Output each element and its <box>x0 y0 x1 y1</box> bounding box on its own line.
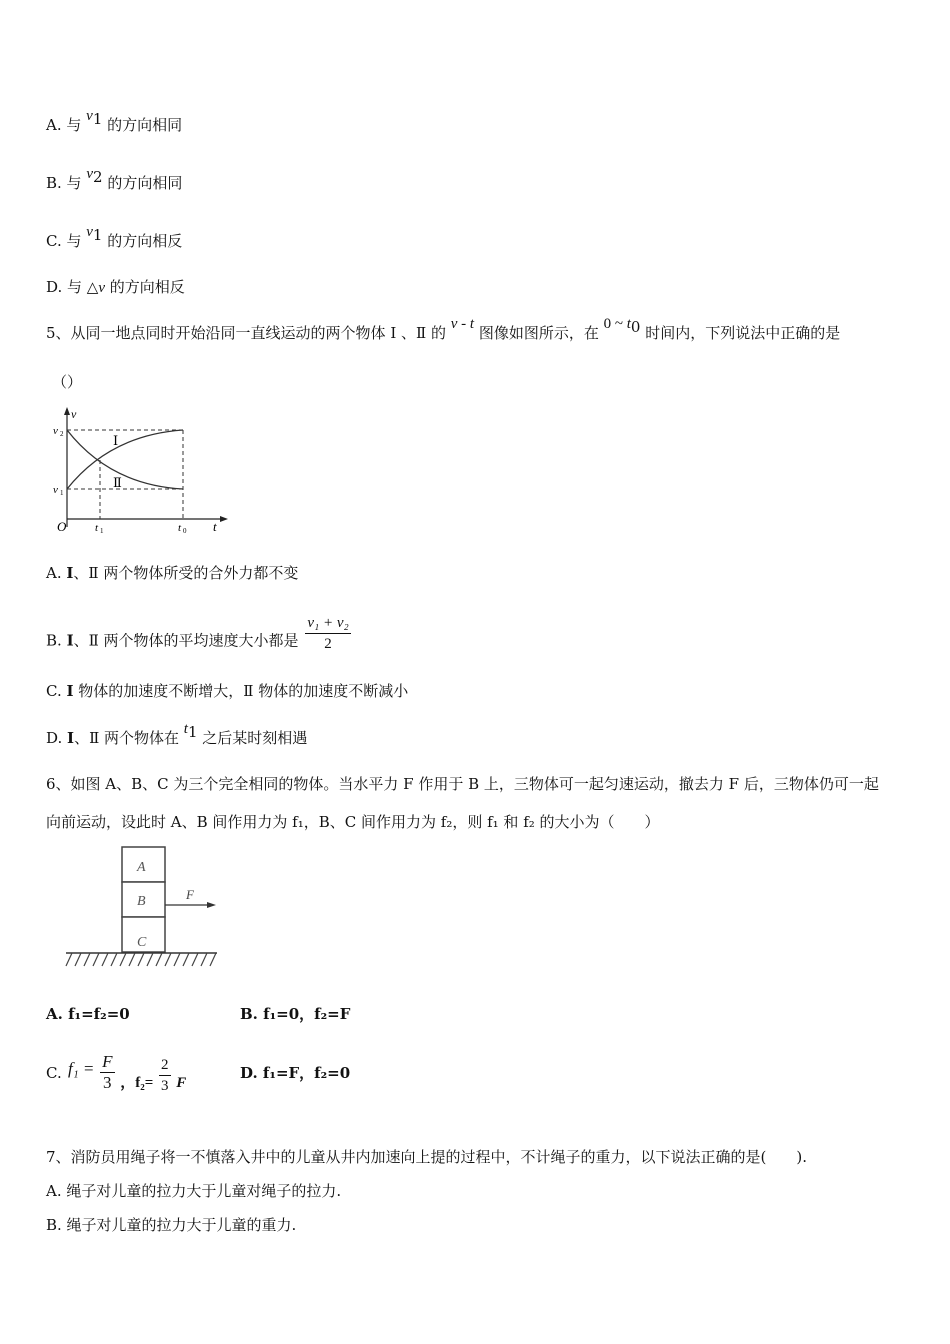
vt-symbol: v - t <box>450 316 475 332</box>
option-text: 的方向相反 <box>105 278 185 296</box>
option-label: A. 与 <box>46 116 87 134</box>
fraction-denominator: 3 <box>103 1073 112 1092</box>
stem-text: 图像如图所示，在 <box>474 324 604 342</box>
t0-subscript: 0 <box>183 527 187 535</box>
option-text: 、Ⅱ 两个物体在 <box>74 729 184 747</box>
option-label: C. <box>46 682 67 700</box>
origin-label: O <box>57 519 67 534</box>
force-arrowhead <box>207 902 216 908</box>
subscript: 2 <box>93 168 103 186</box>
subscript: 1 <box>92 110 103 128</box>
block-c-label: C <box>137 935 147 950</box>
symbol-v: v <box>86 108 93 124</box>
q5-option-c <box>46 681 408 701</box>
t1-subscript: 1 <box>100 527 104 535</box>
f1-fraction <box>100 1052 114 1093</box>
range-start: 0 ~ <box>603 316 627 332</box>
curve-ii-label: Ⅱ <box>113 475 122 490</box>
symbol-v: v <box>86 224 93 240</box>
curve-i <box>67 430 183 489</box>
q4-option-d <box>46 277 185 298</box>
option-label: A. <box>46 564 67 582</box>
fraction-denominator: 3 <box>161 1078 169 1094</box>
q6-option-b: B. f₁=0，f₂=F <box>240 1005 351 1023</box>
option-text: 物体的加速度不断增大，Ⅱ 物体的加速度不断减小 <box>73 682 409 700</box>
stem-text: 5、从同一地点同时开始沿同一直线运动的两个物体 Ⅰ 、Ⅱ 的 <box>46 324 451 342</box>
f2-equals: ，f₂= <box>120 1074 154 1091</box>
q6-option-d: D. f₁=F，f₂=0 <box>240 1064 351 1082</box>
fraction-denominator: 2 <box>324 636 332 652</box>
f2-fraction <box>159 1055 171 1096</box>
t-axis-label: t <box>213 519 217 534</box>
block-b-label: B <box>137 894 146 909</box>
object-i: I <box>67 729 75 747</box>
q4-option-b <box>46 166 183 197</box>
t1-label: t <box>95 522 99 534</box>
object-i: I <box>66 564 74 582</box>
curve-ii <box>67 430 183 489</box>
vt-graph <box>50 405 240 535</box>
ground-hatching <box>66 953 216 966</box>
force-symbol: F <box>176 1074 187 1091</box>
option-label: B. <box>46 631 67 650</box>
q7-option-a: A. 绳子对儿童的拉力大于儿童对绳子的拉力. <box>46 1182 342 1200</box>
option-text: 的方向相反 <box>102 232 183 250</box>
f1-equals: f₁ = <box>68 1058 95 1078</box>
v-axis-label: v <box>71 407 77 421</box>
q6-option-a: A. f₁=f₂=0 <box>46 1005 130 1023</box>
stacked-blocks-figure <box>62 845 222 970</box>
stem-text: 时间内，下列说法中正确的是 <box>640 324 841 342</box>
symbol-delta-v: △v <box>86 280 105 296</box>
option-label: D. <box>46 729 68 747</box>
t0-symbol: t <box>626 316 631 332</box>
q5-answer-paren: （） <box>52 373 83 391</box>
v1-subscript: 1 <box>60 489 64 497</box>
q6-stem-line2: 向前运动，设此时 A、B 间作用力为 f₁，B、C 间作用力为 f₂，则 f₁ 和 f₂ 的大小为（ ） <box>46 813 660 831</box>
v1-label: v <box>53 484 58 496</box>
v-axis-arrow <box>64 407 70 415</box>
object-i: I <box>66 682 74 700</box>
subscript: 1 <box>187 723 198 741</box>
t0-label: t <box>178 522 182 534</box>
q4-option-c <box>46 224 183 255</box>
option-text: 、Ⅱ 两个物体所受的合外力都不变 <box>73 564 299 582</box>
block-a-label: A <box>137 860 146 875</box>
fraction-numerator: v₁ + v₂ <box>305 613 350 634</box>
option-label: C. <box>46 1064 62 1082</box>
q5-option-b <box>46 615 353 662</box>
q5-stem <box>46 316 841 347</box>
average-velocity-fraction <box>305 613 350 654</box>
v2-label: v <box>53 425 58 437</box>
option-label: B. 与 <box>46 174 87 192</box>
option-text: 、Ⅱ 两个物体的平均速度大小都是 <box>73 631 304 650</box>
q7-option-b: B. 绳子对儿童的拉力大于儿童的重力. <box>46 1216 297 1234</box>
option-label: C. 与 <box>46 232 87 250</box>
curve-i-label: Ⅰ <box>113 433 119 448</box>
q6-option-c <box>46 1063 62 1083</box>
option-text: 的方向相同 <box>102 116 183 134</box>
subscript: 1 <box>92 226 103 244</box>
q6-option-c-formula <box>68 1050 187 1094</box>
force-label: F <box>186 887 194 902</box>
q5-option-d <box>46 721 308 752</box>
option-text: 之后某时刻相遇 <box>197 729 308 747</box>
fraction-numerator: F <box>102 1052 113 1071</box>
q7-stem: 7、消防员用绳子将一不慎落入井中的儿童从井内加速向上提的过程中，不计绳子的重力，以下说法正确的是( ). <box>46 1148 808 1166</box>
fraction-numerator: 2 <box>159 1055 171 1076</box>
t-axis-arrow <box>220 516 228 522</box>
option-text: 的方向相同 <box>102 174 183 192</box>
v2-subscript: 2 <box>60 430 64 438</box>
object-i: I <box>66 631 74 650</box>
t1-symbol: t <box>183 721 188 737</box>
subscript: 0 <box>630 318 641 336</box>
option-label: D. 与 <box>46 278 87 296</box>
q4-option-a <box>46 108 183 139</box>
q6-stem-line1: 6、如图 A、B、C 为三个完全相同的物体。当水平力 F 作用于 B 上，三物体可一起匀速运动，撤去力 F 后，三物体仍可一起 <box>46 775 879 793</box>
symbol-v: v <box>86 166 93 182</box>
q5-option-a <box>46 563 298 583</box>
